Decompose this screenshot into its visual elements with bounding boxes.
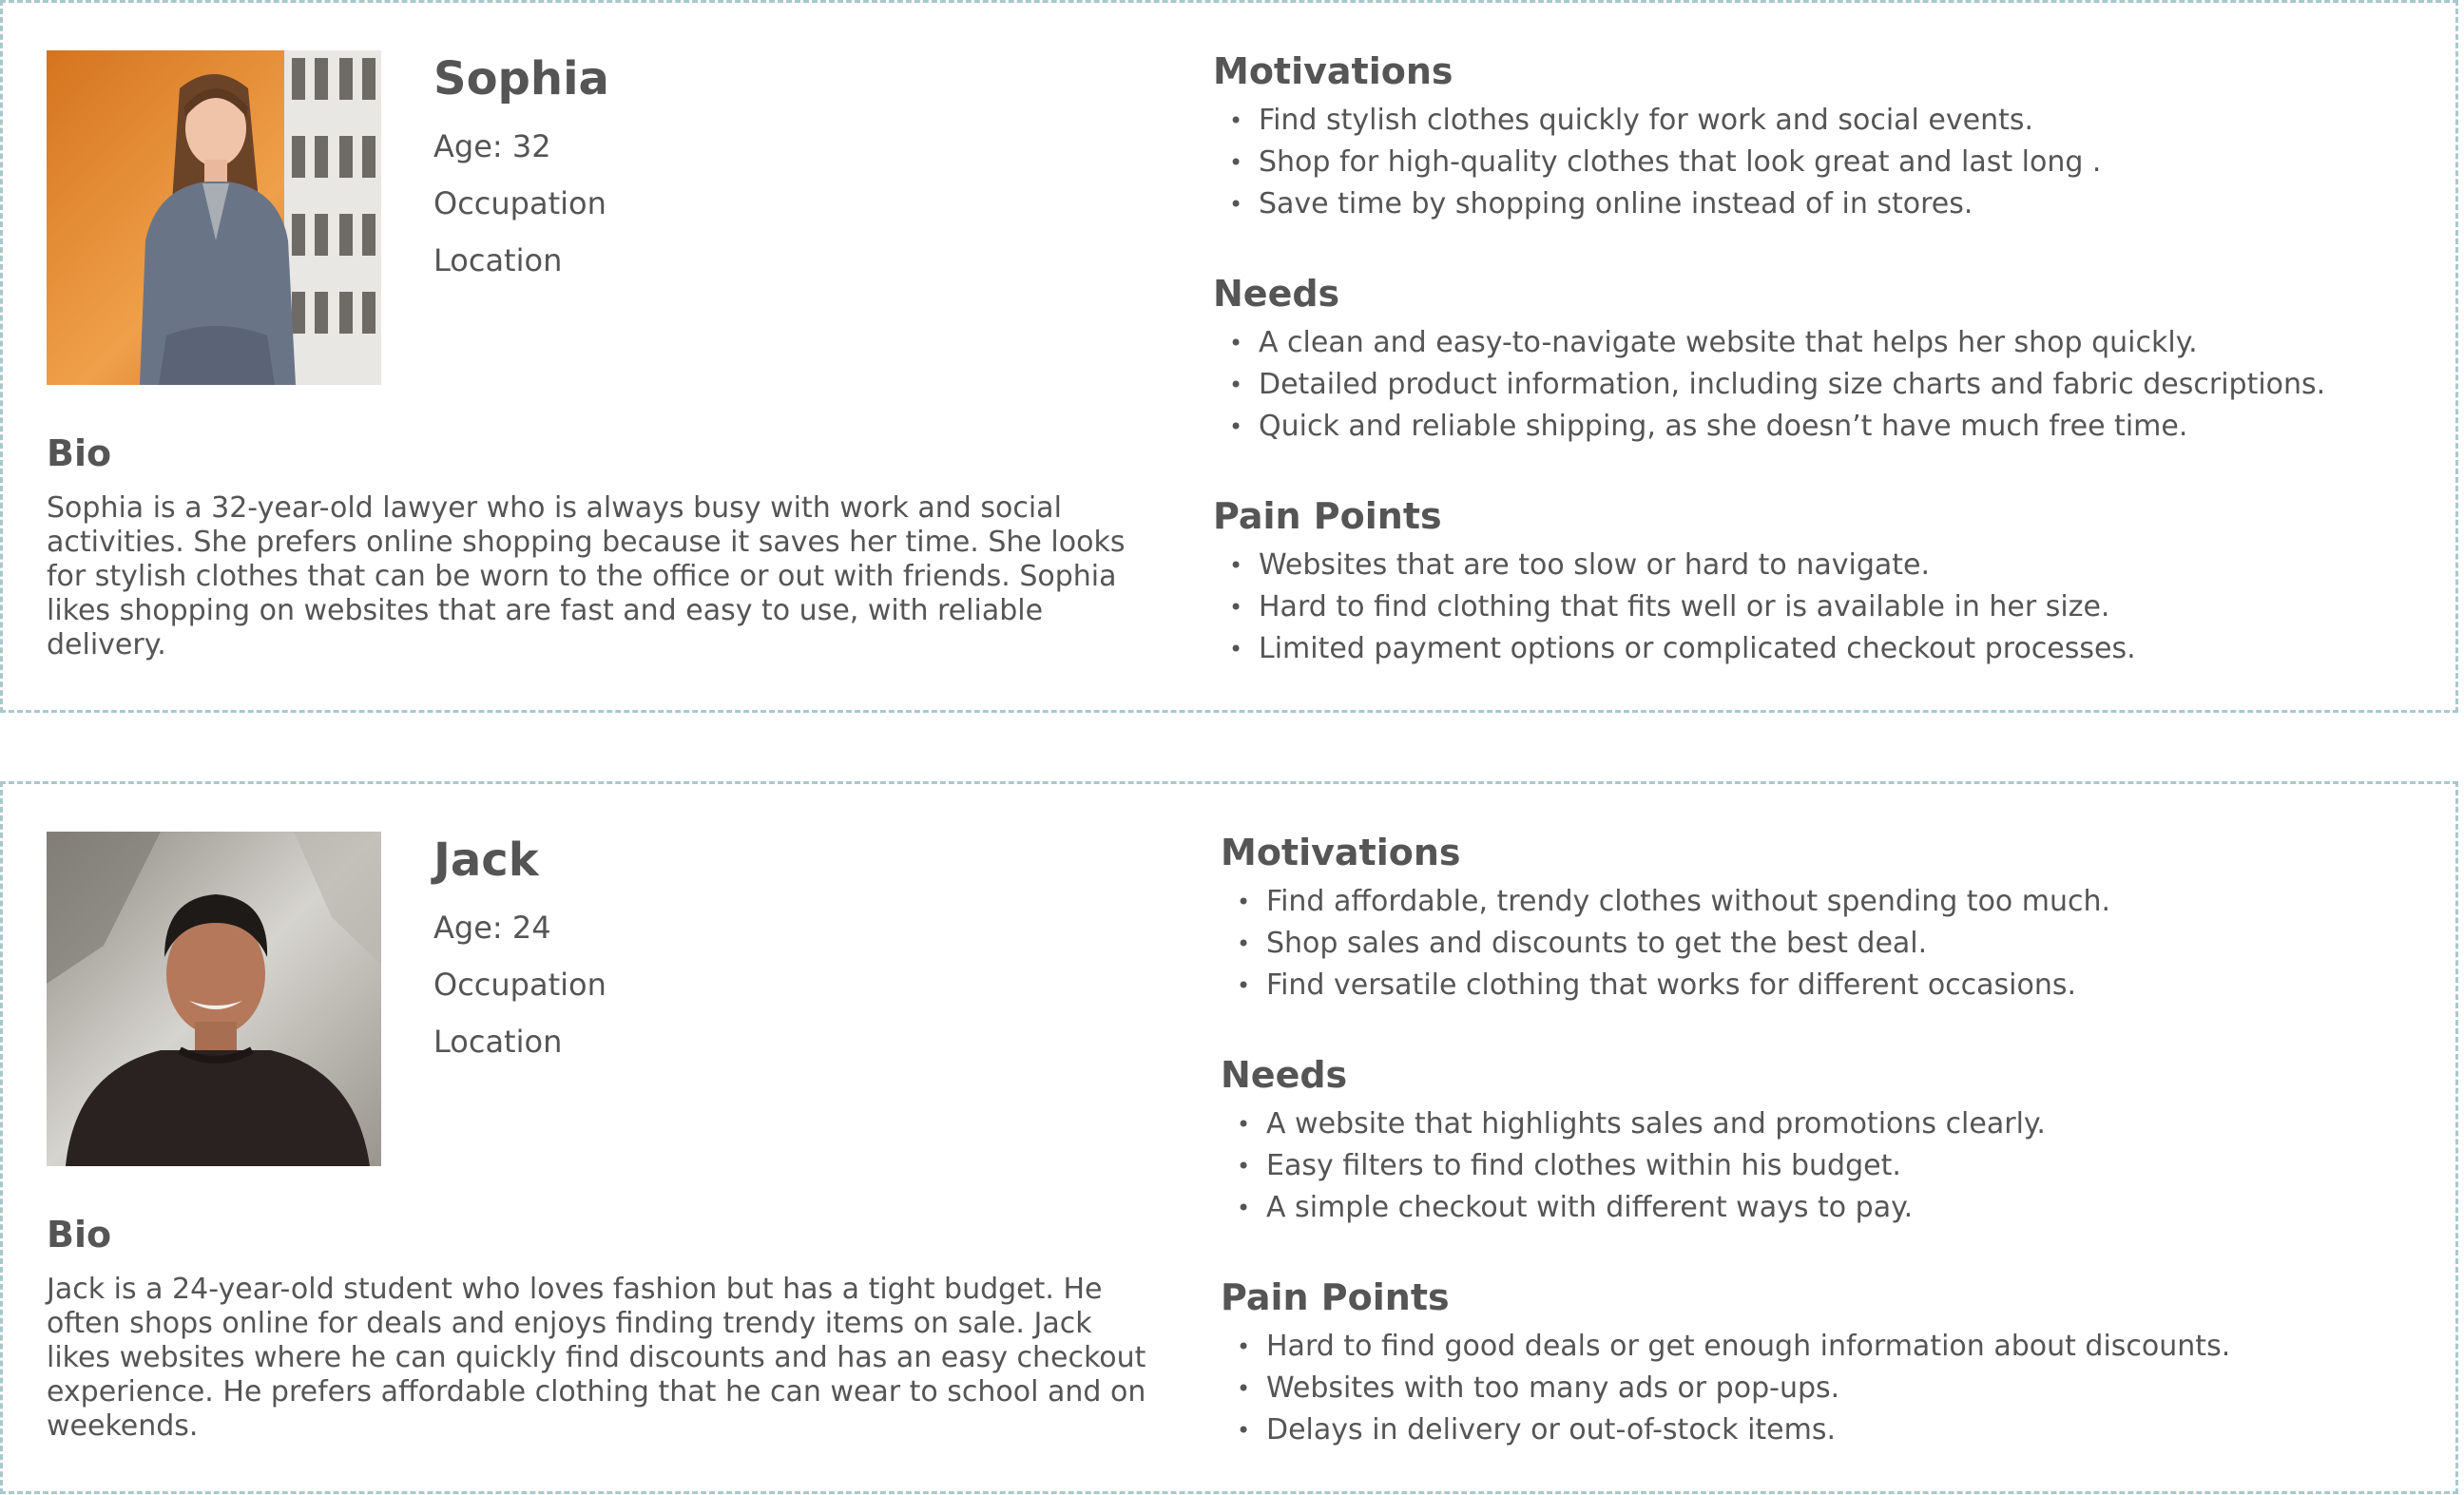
needs-list bbox=[1213, 322, 2464, 448]
pain-points-section bbox=[1213, 491, 2464, 714]
persona-name: Jack bbox=[433, 834, 539, 887]
list-item: • Hard to find good deals or get enough information about discounts. bbox=[1221, 1326, 2464, 1368]
woman-portrait-image bbox=[47, 50, 381, 385]
persona-photo bbox=[47, 832, 381, 1166]
needs-list bbox=[1221, 1103, 2464, 1229]
list-item: • Quick and reliable shipping, as she doesn’t have much free time. bbox=[1213, 406, 2464, 448]
needs-heading: Needs bbox=[1213, 273, 1340, 315]
pain-points-section bbox=[1221, 1273, 2464, 1495]
list-item: • Delays in delivery or out-of-stock items. bbox=[1221, 1409, 2464, 1451]
persona-occupation: Occupation bbox=[433, 967, 606, 1003]
motivations-heading: Motivations bbox=[1221, 832, 1461, 873]
list-item: • Limited payment options or complicated checkout processes. bbox=[1213, 628, 2464, 670]
motivations-list bbox=[1213, 100, 2464, 225]
persona-age: Age: 32 bbox=[433, 128, 551, 164]
persona-occupation: Occupation bbox=[433, 185, 606, 221]
list-item: • Find affordable, trendy clothes without spending too much. bbox=[1221, 881, 2464, 923]
persona-age: Age: 24 bbox=[433, 910, 551, 946]
list-item: • Shop sales and discounts to get the best deal. bbox=[1221, 923, 2464, 965]
persona-details bbox=[1213, 47, 2464, 714]
persona-location: Location bbox=[433, 1024, 563, 1060]
bio-heading: Bio bbox=[47, 1214, 112, 1255]
list-item: • Find stylish clothes quickly for work and social events. bbox=[1213, 100, 2464, 142]
needs-section bbox=[1213, 269, 2464, 491]
list-item: • Save time by shopping online instead of in stores. bbox=[1213, 183, 2464, 225]
persona-photo bbox=[47, 50, 381, 385]
needs-section bbox=[1221, 1050, 2464, 1273]
list-item: • Websites with too many ads or pop-ups. bbox=[1221, 1368, 2464, 1409]
pain-points-list bbox=[1221, 1326, 2464, 1451]
persona-card-sophia bbox=[0, 0, 2458, 713]
pain-points-list bbox=[1213, 545, 2464, 670]
motivations-section bbox=[1221, 828, 2464, 1050]
list-item: • Find versatile clothing that works for different occasions. bbox=[1221, 965, 2464, 1006]
needs-heading: Needs bbox=[1221, 1054, 1348, 1096]
persona-card-jack bbox=[0, 781, 2458, 1494]
list-item: • Websites that are too slow or hard to navigate. bbox=[1213, 545, 2464, 586]
man-portrait-image bbox=[47, 832, 381, 1166]
motivations-heading: Motivations bbox=[1213, 50, 1453, 92]
list-item: • Easy filters to find clothes within his budget. bbox=[1221, 1145, 2464, 1187]
persona-details bbox=[1221, 828, 2464, 1495]
persona-name: Sophia bbox=[433, 52, 609, 105]
bio-text: Sophia is a 32-year-old lawyer who is always busy with work and social activities. She prefers online shopping because it saves her time. She looks for stylish clothes that can be worn to the office or out with friends. Sophia likes shopping on websites that are fast and easy to use, with reliable delivery. bbox=[47, 491, 1126, 661]
bio-heading: Bio bbox=[47, 432, 112, 474]
list-item: • Shop for high-quality clothes that look great and last long . bbox=[1213, 142, 2464, 183]
persona-location: Location bbox=[433, 242, 563, 278]
pain-points-heading: Pain Points bbox=[1213, 495, 1442, 537]
motivations-list bbox=[1221, 881, 2464, 1006]
motivations-section bbox=[1213, 47, 2464, 269]
list-item: • Hard to find clothing that fits well or is available in her size. bbox=[1213, 586, 2464, 628]
list-item: • A website that highlights sales and promotions clearly. bbox=[1221, 1103, 2464, 1145]
list-item: • A clean and easy-to-navigate website that helps her shop quickly. bbox=[1213, 322, 2464, 364]
list-item: • Detailed product information, including size charts and fabric descriptions. bbox=[1213, 364, 2464, 406]
pain-points-heading: Pain Points bbox=[1221, 1276, 1450, 1318]
bio-text: Jack is a 24-year-old student who loves fashion but has a tight budget. He often shops online for deals and enjoys finding trendy items on sale. Jack likes websites where he can quickly find discounts and has an easy checkout experience. He prefers affordable clothing that he can wear to school and on weekends. bbox=[47, 1273, 1146, 1443]
list-item: • A simple checkout with different ways to pay. bbox=[1221, 1187, 2464, 1229]
